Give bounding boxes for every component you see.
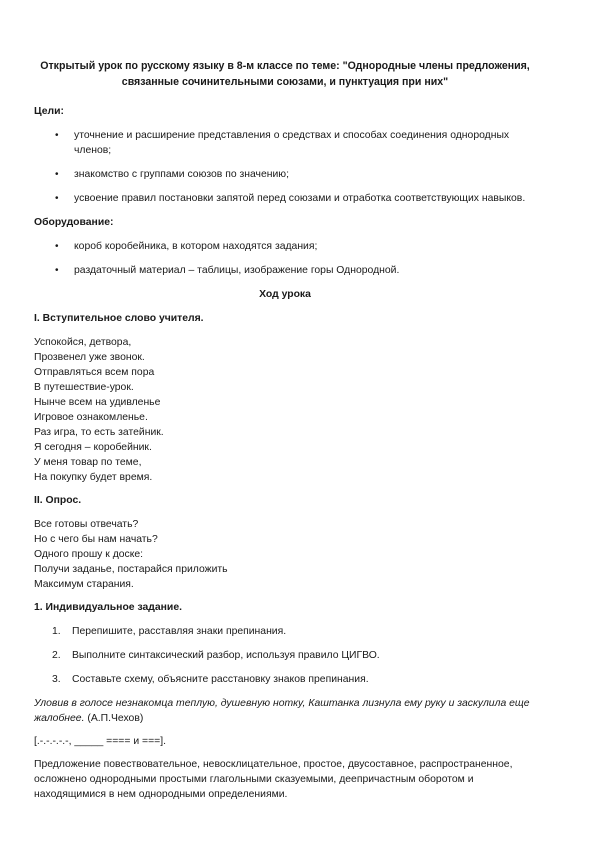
quote-author: (А.П.Чехов) [84,713,144,724]
example-sentence [34,696,536,726]
poem-line: Игровое ознакомленье. [34,412,148,423]
quote-text: Уловив в голосе незнакомца теплую, душевную нотку, Каштанка лизнула ему руку и заскулила еще жалобнее. [34,698,530,724]
list-item-number: 1. [52,626,61,637]
list-item: • короб коробейника, в котором находятся задания; [34,239,536,254]
list-item: • усвоение правил постановки запятой перед союзами и отработка соответствующих навыков. [34,191,536,206]
poem-line: Успокойся, детвора, [34,337,132,348]
document-title [34,58,536,90]
poem-line: Все готовы отвечать? [34,519,139,530]
title-line-1: Открытый урок по русскому языку в 8-м классе по теме: "Однородные члены предложения, [40,60,530,72]
intro-heading: I. Вступительное слово учителя. [34,313,204,324]
list-item-number: 3. [52,674,61,685]
poem-line: У меня товар по теме, [34,457,142,468]
poem-line: Отправляться всем пора [34,367,155,378]
list-item [34,648,536,663]
task-list [34,624,536,687]
list-item-text: Перепишите, расставляя знаки препинания. [72,626,287,637]
sentence-scheme: [.-.-.-.-.-, _____ ==== и ===]. [34,736,167,747]
lesson-heading: Ход урока [259,289,311,300]
list-item-text: Выполните синтаксический разбор, используя правило ЦИГВО. [72,650,380,661]
list-item [34,672,536,687]
poem-line: Прозвенел уже звонок. [34,352,145,363]
goals-heading: Цели: [34,106,64,117]
equipment-heading: Оборудование: [34,217,114,228]
list-item-number: 2. [52,650,61,661]
task-heading: 1. Индивидуальное задание. [34,602,182,613]
poem-line: Получи заданье, постарайся приложить [34,564,228,575]
poem-line: На покупку будет время. [34,472,153,483]
list-item [34,624,536,639]
list-item: • уточнение и расширение представления о средствах и способах соединения однородных членов; [34,128,536,158]
poem-line: Я сегодня – коробейник. [34,442,152,453]
survey-heading: II. Опрос. [34,495,82,506]
poem-line: Максимум старания. [34,579,134,590]
poem-line: Раз игра, то есть затейник. [34,427,164,438]
sentence-description: Предложение повествовательное, невосклицательное, простое, двусоставное, распространенное, осложнено однородными простыми глагольными сказуемыми, деепричастным оборотом и находящимися в нем однородными определениями. [34,759,513,800]
poem-line: Одного прошу к доске: [34,549,144,560]
list-item: • знакомство с группами союзов по значению; [34,167,536,182]
poem-line: Но с чего бы нам начать? [34,534,158,545]
equipment-list [34,239,536,278]
title-line-2: связанные сочинительными союзами, и пунктуация при них" [121,76,449,88]
list-item-text: Составьте схему, объясните расстановку знаков препинания. [72,674,369,685]
poem-line: В путешествие-урок. [34,382,134,393]
goals-list [34,128,536,206]
intro-poem [34,335,536,485]
list-item: • раздаточный материал – таблицы, изображение горы Однородной. [34,263,536,278]
poem-line: Нынче всем на удивленье [34,397,161,408]
survey-poem [34,517,536,592]
